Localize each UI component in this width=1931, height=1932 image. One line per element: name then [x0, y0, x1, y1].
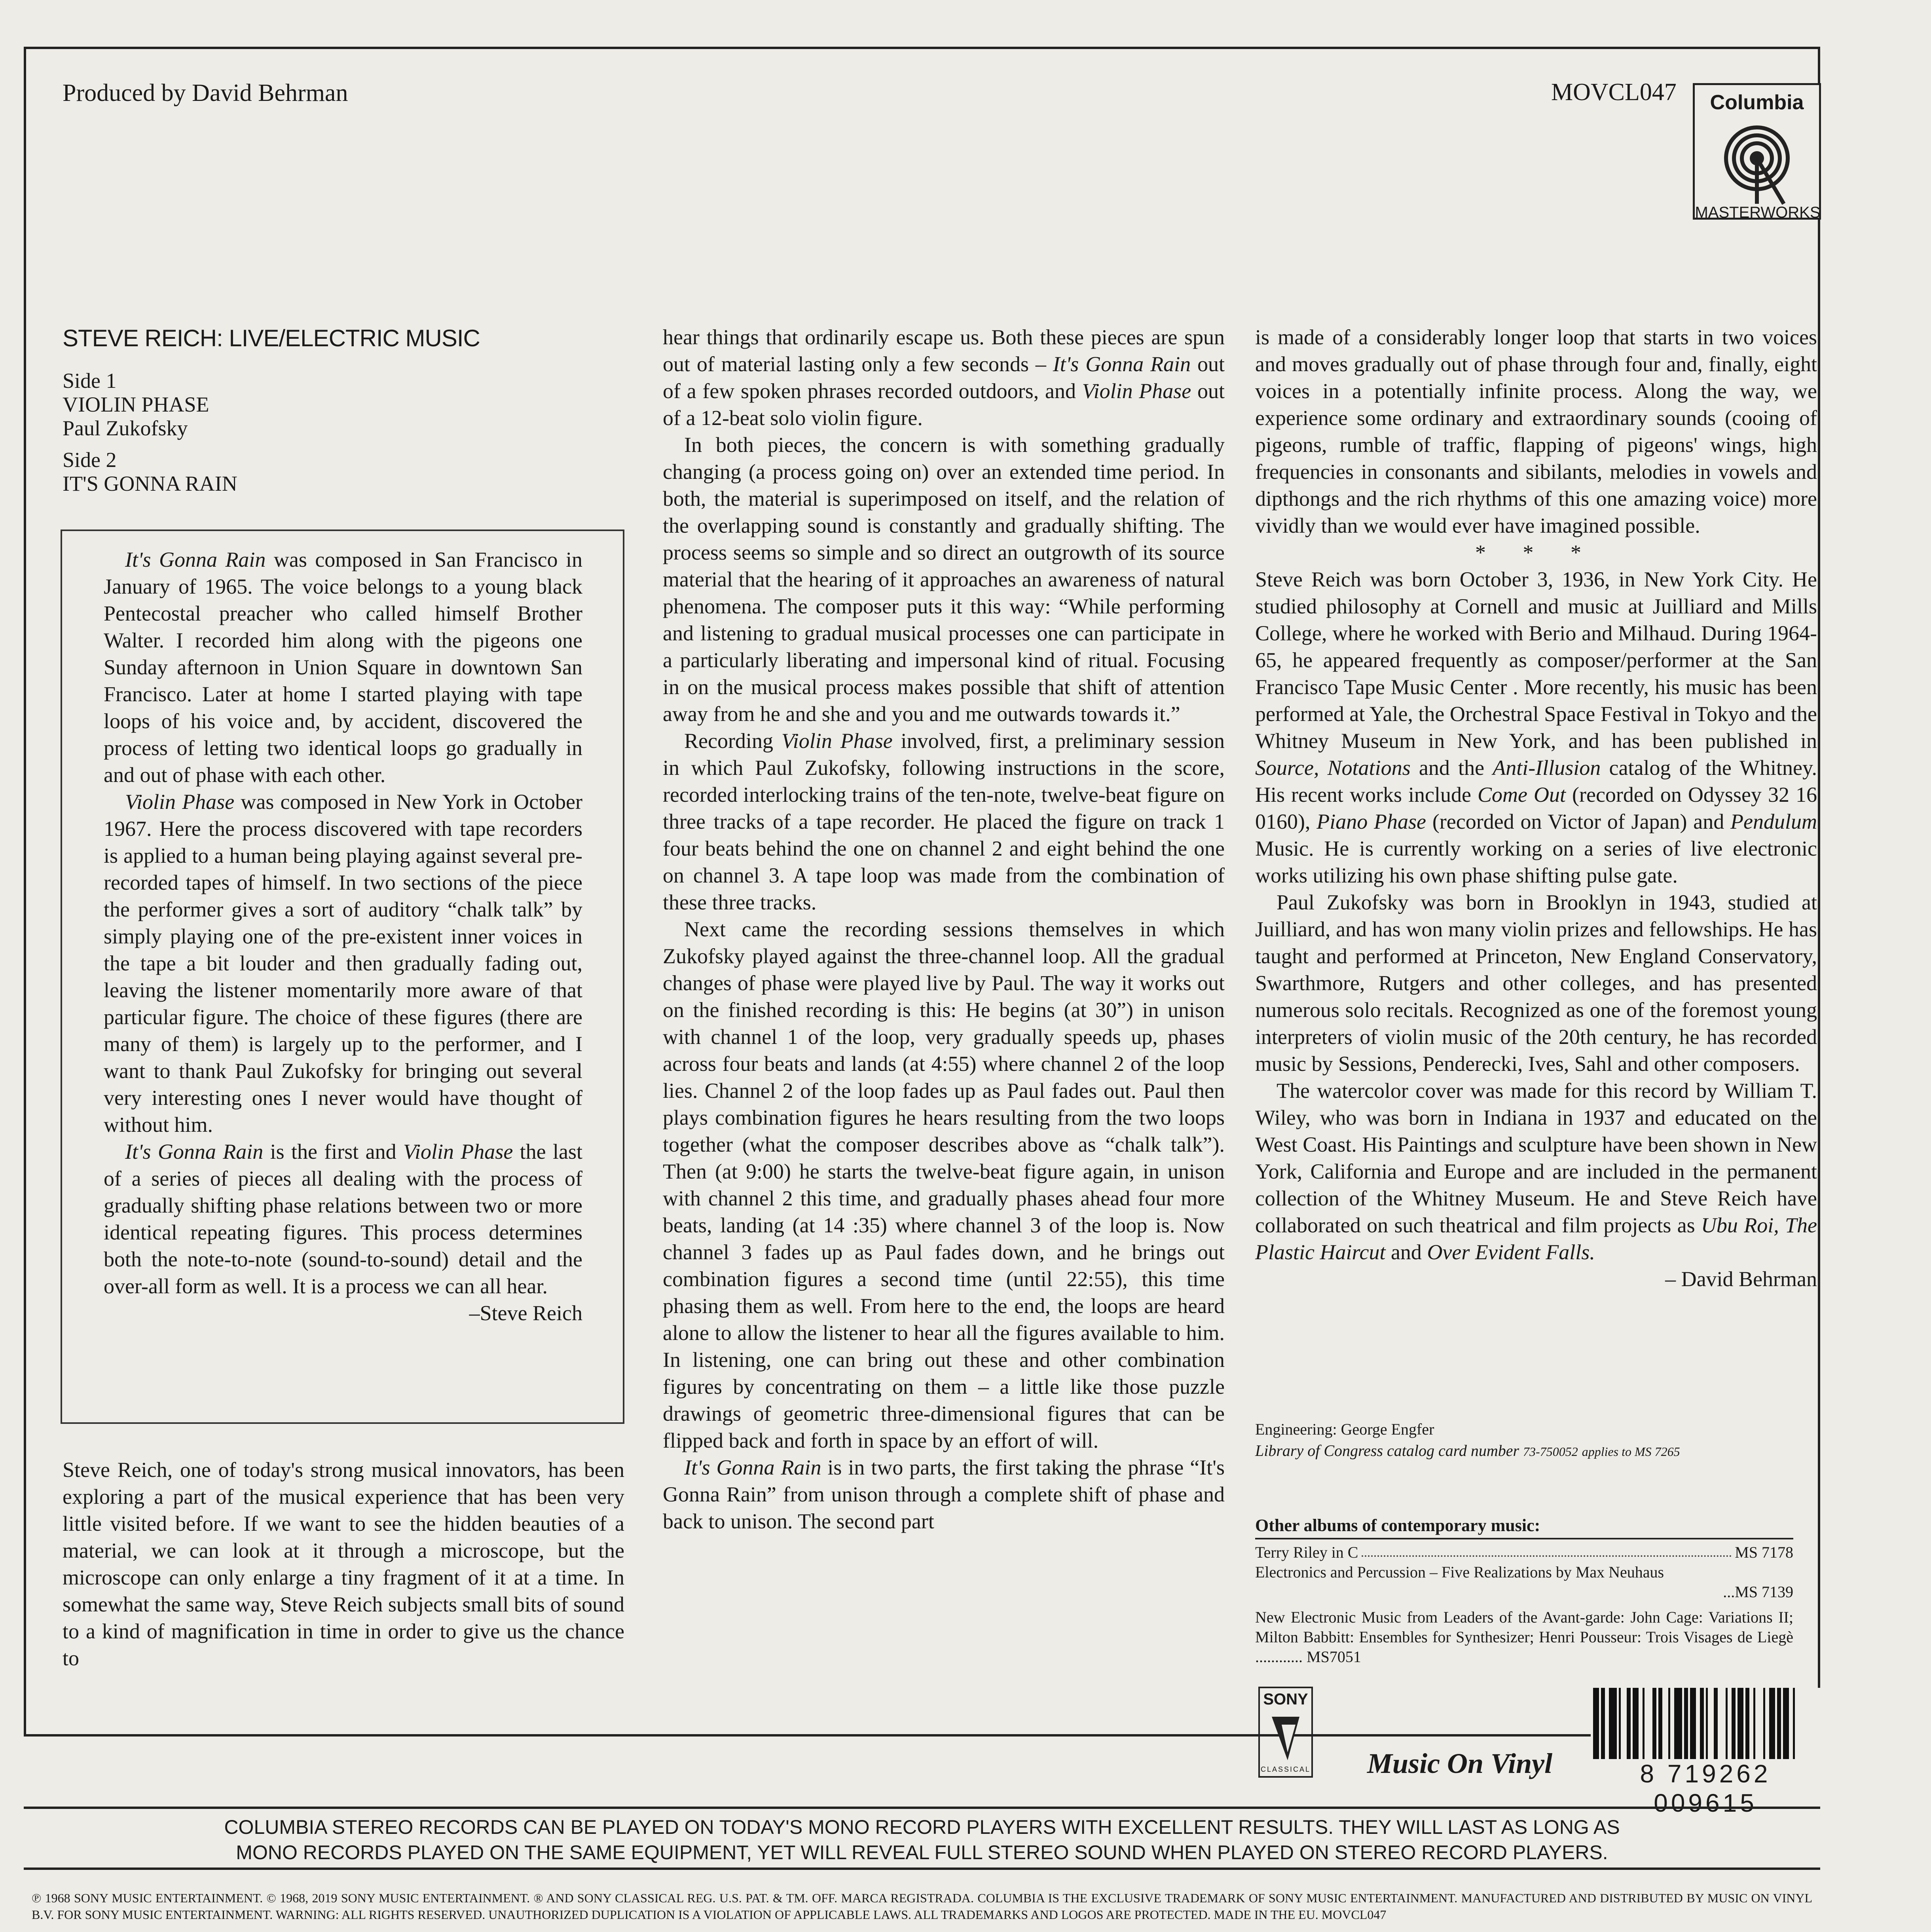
col2-p1a: hear things that ordinarily escape us. Both these pieces are spun out of material lasting only a few seconds –: [663, 325, 1225, 376]
col2-p1c: out of a 12-beat solo violin figure.: [663, 379, 1225, 430]
column-3-text: [1255, 324, 1817, 1292]
col3-it3: Come Out: [1477, 783, 1566, 807]
side-2-label: Side 2: [63, 448, 117, 472]
notes-paragraph-2: was composed in New York in October 1967. Here the process discovered with tape recorders is applied to a human being playing against several pre-recorded tapes of himself. In two sections of the piece the performer gives a sort of auditory “chalk talk” by simply playing one of the pre-existent inner voices in the tape a bit louder and then gradually fading out, leaving the listener momentarily more aware of that particular figure. The choice of these figures (there are many of them) is largely up to the performer, and I want to thank Paul Zukofsky for bringing out several very interesting ones I never would have thought of without him.: [104, 790, 582, 1137]
side-1-title: VIOLIN PHASE: [63, 393, 209, 416]
col3-it1: Source, Notations: [1255, 756, 1411, 780]
col2-title-1: It's Gonna Rain: [1053, 352, 1191, 376]
col2-paragraph-5: is in two parts, the first taking the phrase “It's Gonna Rain” from unison through a complete shift of phase and back to unison. The second part: [663, 1456, 1225, 1533]
side-1-label: Side 1: [63, 369, 117, 393]
col2-title-3: Violin Phase: [781, 729, 893, 753]
loc-text: Library of Congress catalog card number: [1255, 1442, 1519, 1459]
list-item: New Electronic Music from Leaders of the Avant-garde: John Cage: Variations II; Milton Babbitt: Ensembles for Synthesizer; Henri Pousseur: Trois Visages de Liegè ............ MS7051: [1255, 1608, 1793, 1666]
col3-paragraph-3: Paul Zukofsky was born in Brooklyn in 1943, studied at Juilliard, and has won many violin prizes and fellowships. He has taught and performed at Princeton, New England Conservatory, Swarthmore, Rutgers and other colleges, and has presented numerous solo recitals. Recognized as one of the foremost young interpreters of violin music of the 20th century, he has recorded music by Sessions, Penderecki, Ives, Sahl and other composers.: [1255, 890, 1817, 1076]
col3-it5: Pendulum: [1730, 810, 1817, 833]
intro-paragraph: Steve Reich, one of today's strong musical innovators, has been exploring a part of the musical experience that has been very little visited before. If we want to see the hidden beauties of a material, we can look at it through a microscope, but the microscope can only enlarge a tiny fragment of it at a time. In somewhat the same way, Steve Reich subjects small bits of sound to a kind of magnification in time in order to give us the chance to: [63, 1458, 624, 1670]
notes-paragraph-3b: the last of a series of pieces all dealing with the process of gradually shifting phase relations between two or more identical repeating figures. This process determines both the note-to-note (sound-to-sound) detail and the over-all form as well. It is a process we can all hear.: [104, 1140, 582, 1298]
barcode-number: 8 719262 009615: [1640, 1759, 1771, 1817]
stereo-notice-line-1: COLUMBIA STEREO RECORDS CAN BE PLAYED ON TODAY'S MONO RECORD PLAYERS WITH EXCELLENT RESULTS. THEY WILL LAST AS LONG AS: [224, 1816, 1620, 1838]
catalog-number: MOVCL047: [1551, 79, 1677, 106]
producer-credit: Produced by David Behrman: [63, 80, 348, 106]
notes-paragraph-1: was composed in San Francisco in January of 1965. The voice belongs to a young black Pentecostal preacher who called himself Brother Walter. I recorded him along with the pigeons one Sunday afternoon in Union Square in downtown San Francisco. Later at home I started playing with tape loops of his voice and, by accident, discovered the process of letting two identical loops go gradually in and out of phase with each other.: [104, 548, 582, 787]
col3-p2b: and the: [1410, 756, 1493, 780]
col2-title-5: It's Gonna Rain: [684, 1456, 821, 1479]
col3-p2d: (recorded on Odyssey 32 16 0160),: [1255, 783, 1817, 833]
col3-p2f: Music. He is currently working on a series of live electronic works utilizing his own phase shifting pulse gate.: [1255, 837, 1817, 887]
other-albums: [1255, 1516, 1793, 1667]
col3-it6: Ubu Roi, The Plastic Haircut: [1255, 1213, 1817, 1264]
barcode-icon: [1591, 1688, 1820, 1759]
album-item-title: New Electronic Music from Leaders of the Avant-garde: John Cage: Variations II; Milton Babbitt: Ensembles for Synthesizer; Henri Pousseur: Trois Visages de Liegè: [1255, 1608, 1793, 1646]
notes-title-3a: It's Gonna Rain: [125, 1140, 264, 1163]
columbia-wordmark: Columbia: [1710, 91, 1804, 114]
col3-p4a: The watercolor cover was made for this record by William T. Wiley, who was born in Indiana in 1937 and educated on the West Coast. His Paintings and sculpture have been shown in New York, California and Europe and are included in the permanent collection of the Whitney Museum. He and Steve Reich have collaborated on such theatrical and film projects as: [1255, 1079, 1817, 1237]
column-1-text: [63, 1456, 624, 1672]
col2-p1b: out of a few spoken phrases recorded outdoors, and: [663, 352, 1225, 403]
col3-it2: Anti-Illusion: [1493, 756, 1601, 780]
music-on-vinyl-logo: Music On Vinyl: [1367, 1748, 1553, 1779]
col3-p2a: Steve Reich was born October 3, 1936, in New York City. He studied philosophy at Cornell and music at Juilliard and Mills College, where he worked with Berio and Milhaud. During 1964-65, he appeared frequently as composer/performer at the San Francisco Tape Music Center . More recently, his music has been performed at Yale, the Orchestral Space Festival in Tokyo and the Whitney Museum in New York, and has been published in: [1255, 567, 1817, 753]
columbia-eye-icon: [1695, 117, 1819, 216]
album-item-cat: ...MS 7139: [1723, 1583, 1793, 1601]
composer-notes: [104, 546, 582, 1327]
col3-p4b: and: [1385, 1240, 1427, 1264]
col3-p2c: catalog of the Whitney. His recent works include: [1255, 756, 1817, 807]
album-item-title: Electronics and Percussion – Five Realizations by Max Neuhaus: [1255, 1563, 1664, 1581]
notes-title-1: It's Gonna Rain: [125, 548, 266, 571]
notes-title-2: Violin Phase: [125, 790, 235, 814]
sony-classical-emblem-icon: [1260, 1709, 1311, 1764]
col3-it4: Piano Phase: [1316, 810, 1426, 833]
sony-classical-logo: [1258, 1687, 1313, 1778]
album-item-cat: MS 7178: [1735, 1543, 1793, 1561]
engineering-credit: Engineering: George Engfer: [1255, 1420, 1434, 1438]
columbia-logo: [1693, 83, 1821, 220]
col2-paragraph-2: In both pieces, the concern is with something gradually changing (a process going on) over an extended time period. In both, the material is superimposed on itself, and the relation of the overlapping sound is constantly and gradually shifting. The process seems so simple and so direct an outgrowth of its source material that the hearing of it approaches an awareness of natural phenomena. The composer puts it this way: “While performing and listening to gradual musical processes one can participate in a particularly liberating and impersonal kind of ritual. Focusing in on the musical process makes possible that shift of attention away from he and she and you and me outwards towards it.”: [663, 433, 1225, 726]
notes-title-3b: Violin Phase: [403, 1140, 513, 1163]
loc-number: 73-750052: [1523, 1444, 1578, 1459]
sony-classical-text: CLASSICAL: [1260, 1765, 1311, 1773]
notes-paragraph-3a: is the first and: [263, 1140, 403, 1163]
stereo-notice-line-2: MONO RECORDS PLAYED ON THE SAME EQUIPMENT, YET WILL REVEAL FULL STEREO SOUND WHEN PLAYED ON STEREO RECORD PLAYERS.: [236, 1841, 1608, 1864]
masterworks-label: MASTERWORKS: [1695, 204, 1821, 221]
album-item-cat: MS7051: [1307, 1648, 1361, 1666]
other-albums-heading: Other albums of contemporary music:: [1255, 1516, 1793, 1539]
album-title: STEVE REICH: LIVE/ELECTRIC MUSIC: [63, 325, 480, 351]
col2-paragraph-4: Next came the recording sessions themselves in which Zukofsky played against the three-channel loop. All the gradual changes of phase were played live by Paul. The way it works out on the finished recording is this: He begins (at 30”) in unison with channel 1 of the loop, very gradually speeds up, phases across four beats and lands (at 4:55) where channel 2 of the loop lies. Channel 2 of the loop fades up as Paul fades out. Paul then plays combination figures he hears resulting from the two loops together (what the composer describes above as “chalk talk”). Then (at 9:00) he starts the twelve-beat figure again, in unison with channel 2 this time, and gradually phases ahead four more beats, landing (at 14 :35) where channel 3 of the loop is. Now channel 3 fades up as Paul fades down, and he brings out combination figures a second time (until 22:55), this time phasing them as well. From here to the end, the loops are heard alone to allow the listener to hear all the figures available to him. In listening, one can bring out these and other combination figures by concentrating on them – a little like those puzzle drawings of geometric three-dimensional figures that can be flipped back and forth in space by an effort of will.: [663, 917, 1225, 1452]
stereo-notice: [24, 1807, 1820, 1870]
legal-notice: ℗ 1968 SONY MUSIC ENTERTAINMENT. © 1968, 2019 SONY MUSIC ENTERTAINMENT. ® AND SONY CLASSICAL REG. U.S. PAT. & TM. OFF. MARCA REGISTRADA. COLUMBIA IS THE EXCLUSIVE TRADEMARK OF SONY MUSIC ENTERTAINMENT. MANUFACTURED AND DISTRIBUTED BY MUSIC ON VINYL B.V. FOR SONY MUSIC ENTERTAINMENT. WARNING: ALL RIGHTS RESERVED. UNAUTHORIZED DUPLICATION IS A VIOLATION OF APPLICABLE LAWS. ALL TRADEMARKS AND LOGOS ARE PROTECTED. MADE IN THE EU. MOVCL047: [32, 1891, 1812, 1922]
side-2-title: IT'S GONNA RAIN: [63, 472, 237, 495]
col3-paragraph-1: is made of a considerably longer loop that starts in two voices and moves gradually out of phase through four and, finally, eight voices in a potentially infinite process. Along the way, we experience some ordinary and extraordinary sounds (cooing of pigeons, rumble of traffic, flapping of pigeons' wings, high frequencies in consonants and sibilants, melodies in vowels and dipthongs and the rich rhythms of this one amazing voice) more vividly than we would ever have imagined possible.: [1255, 325, 1817, 537]
col2-p3a: Recording: [684, 729, 782, 753]
col2-title-2: Violin Phase: [1082, 379, 1191, 403]
col3-p2e: (recorded on Victor of Japan) and: [1426, 810, 1731, 833]
loc-applies: applies to MS 7265: [1582, 1444, 1680, 1459]
album-item-title: Terry Riley in C: [1255, 1543, 1358, 1561]
side-1-performer: Paul Zukofsky: [63, 416, 188, 440]
col3-signature: – David Behrman: [1665, 1267, 1817, 1291]
column-2-text: [663, 324, 1225, 1535]
sony-wordmark: SONY: [1263, 1691, 1308, 1708]
col2-p3b: involved, first, a preliminary session in which Paul Zukofsky, following instructions in the score, recorded interlocking trains of the ten-note, twelve-beat figure on three tracks of a tape recorder. He placed the figure on track 1 four beats behind the one on channel 2 and eight behind the one on channel 3. A tape loop was made from the combination of these three tracks.: [663, 729, 1225, 914]
section-divider-stars: * * *: [1475, 541, 1597, 564]
list-item: [1255, 1543, 1793, 1562]
credits: [1255, 1419, 1680, 1462]
list-item: [1255, 1562, 1793, 1602]
col3-it7: Over Evident Falls.: [1427, 1240, 1595, 1264]
notes-signature: –Steve Reich: [469, 1301, 582, 1325]
